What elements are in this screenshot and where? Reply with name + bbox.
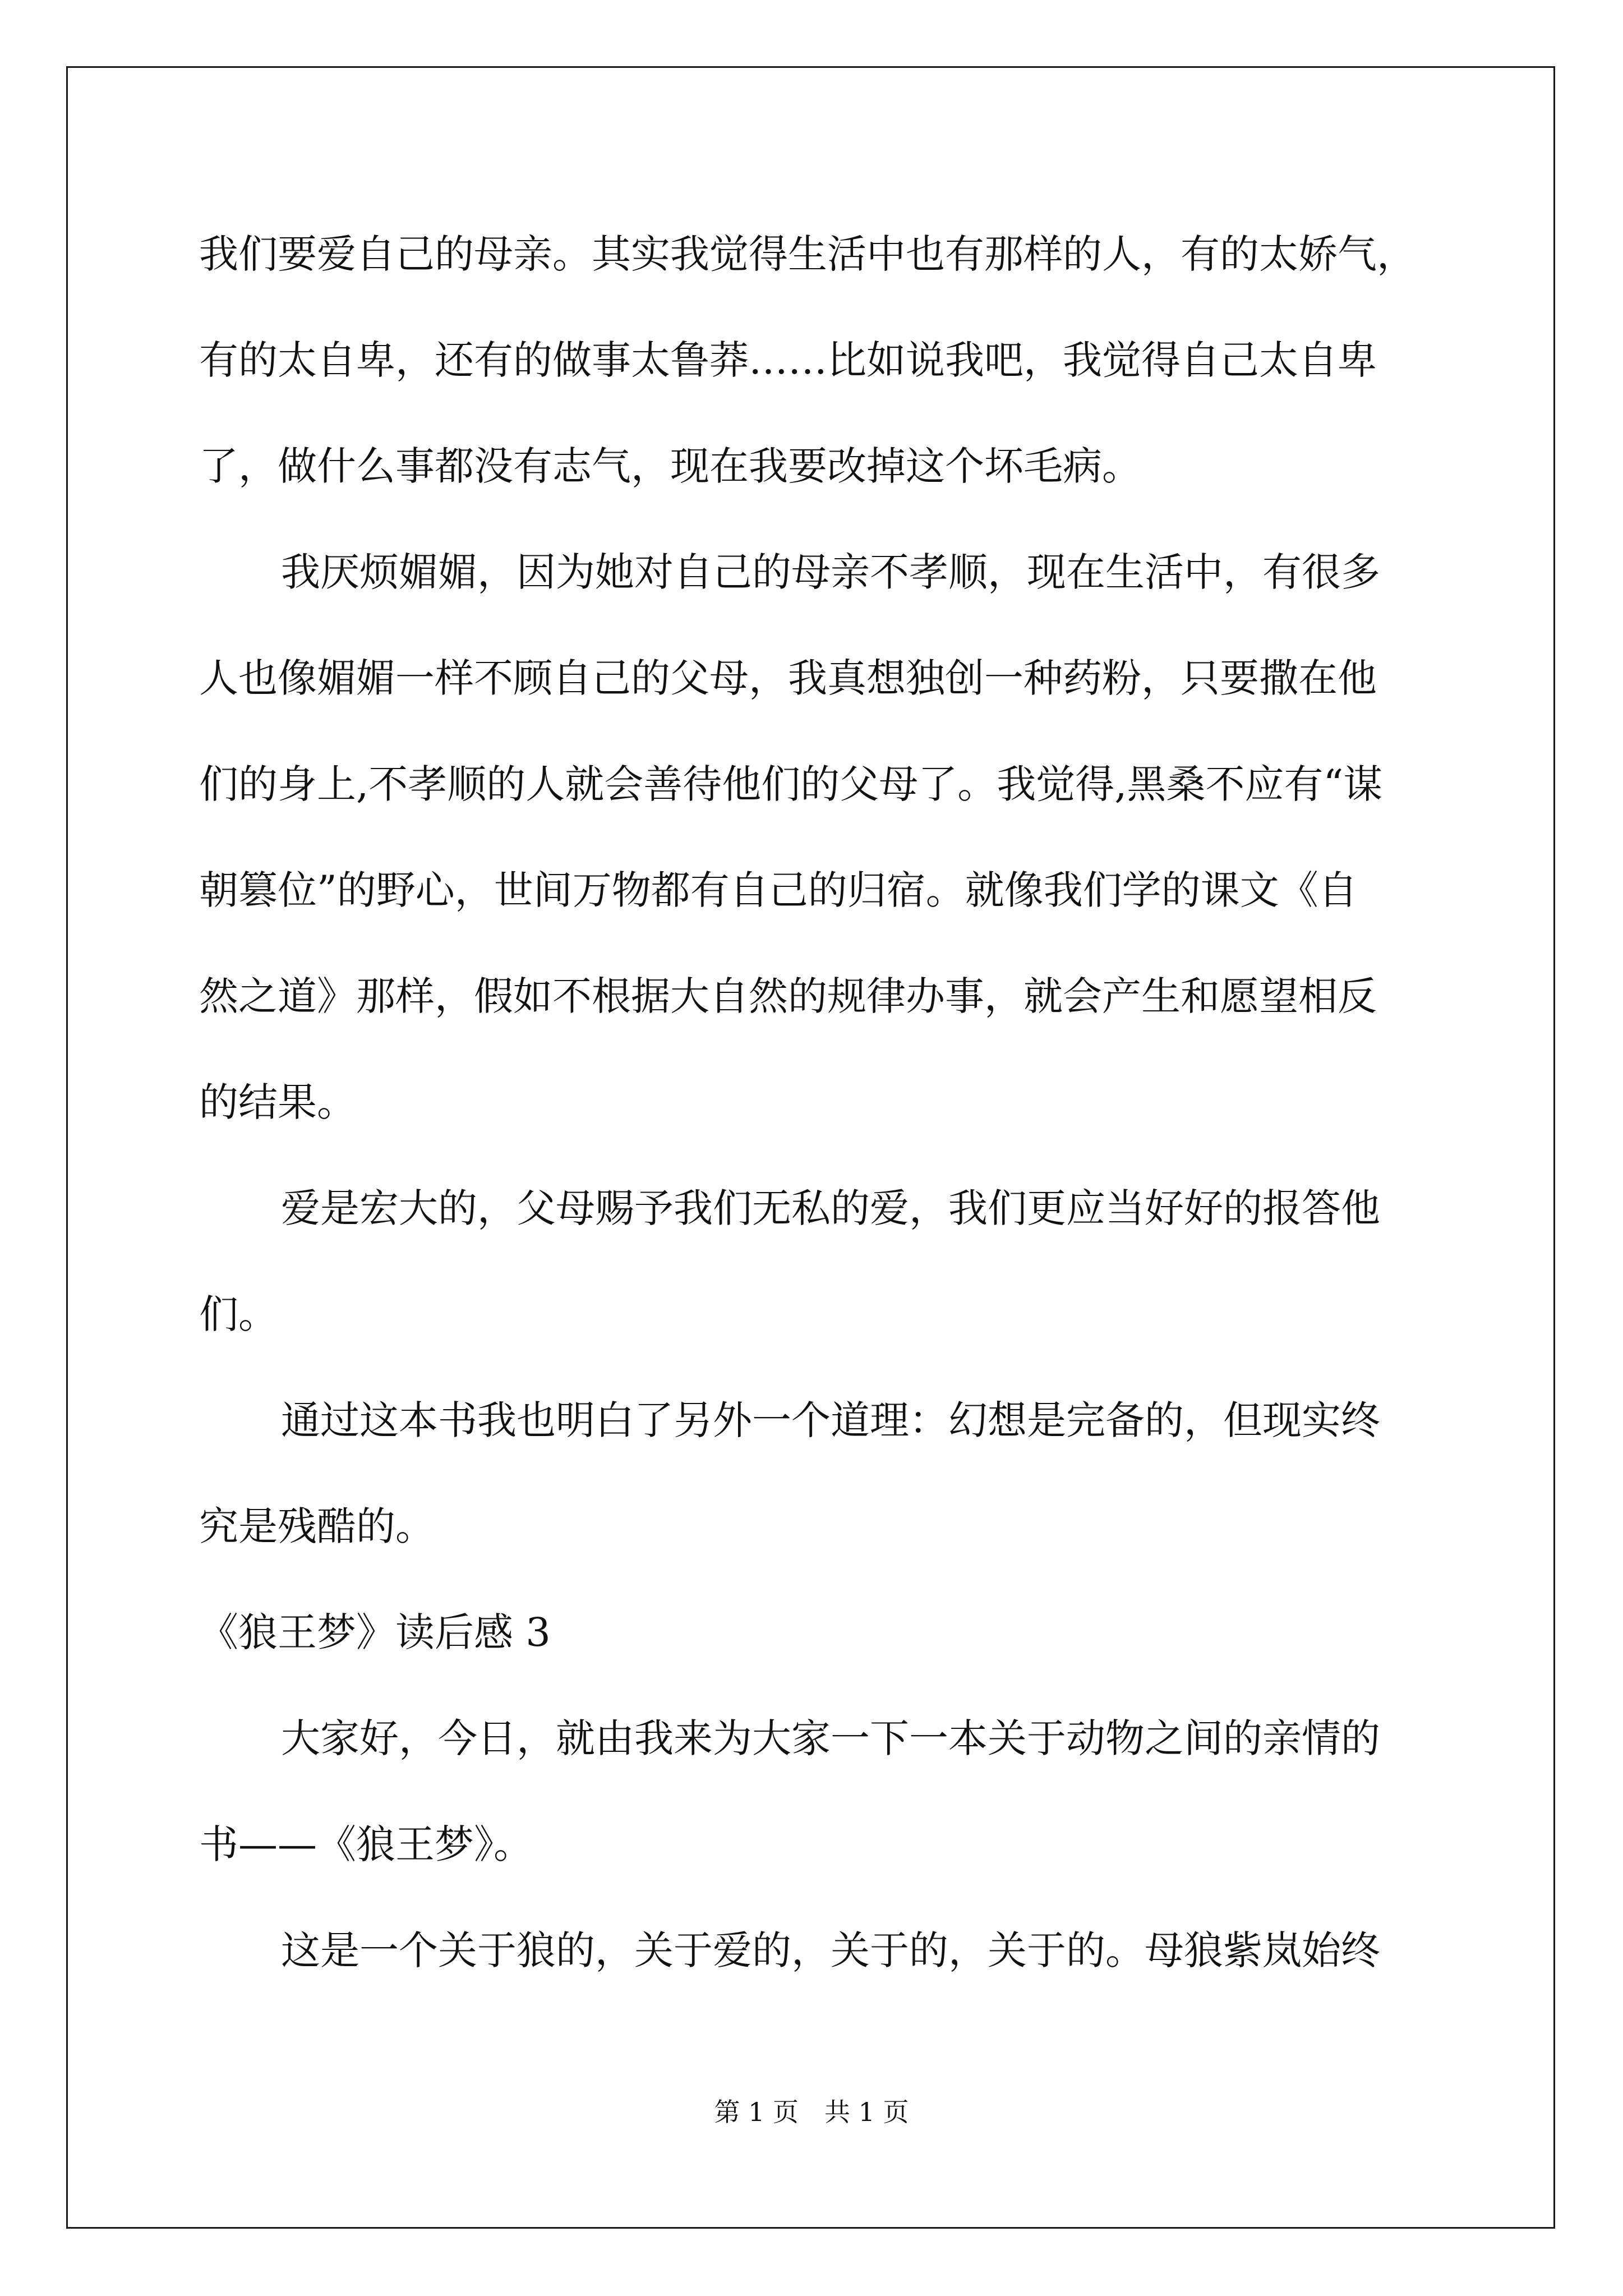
paragraph-line: 了，做什么事都没有志气，现在我要改掉这个坏毛病。 [199, 443, 1141, 489]
paragraph-line: 我厌烦媚媚，因为她对自己的母亲不孝顺，现在生活中，有很多 [281, 549, 1380, 595]
paragraph-line: 朝篡位”的野心，世间万物都有自己的归宿。就像我们学的课文《自 [199, 867, 1358, 913]
paragraph-line: 爱是宏大的，父母赐予我们无私的爱，我们更应当好好的报答他 [281, 1185, 1380, 1231]
paragraph-line: 大家好，今日，就由我来为大家一下一本关于动物之间的亲情的 [281, 1715, 1380, 1761]
paragraph-line: 这是一个关于狼的，关于爱的，关于的，关于的。母狼紫岚始终 [281, 1927, 1380, 1973]
paragraph-line: 的结果。 [199, 1079, 356, 1125]
paragraph-line: 书——《狼王梦》。 [199, 1821, 533, 1867]
section-heading: 《狼王梦》读后感 3 [199, 1609, 551, 1655]
paragraph-line: 人也像媚媚一样不顾自己的父母，我真想独创一种药粉，只要撒在他 [199, 655, 1377, 701]
paragraph-line: 我们要爱自己的母亲。其实我觉得生活中也有那样的人，有的太娇气， [199, 231, 1416, 277]
paragraph-line: 然之道》那样，假如不根据大自然的规律办事，就会产生和愿望相反 [199, 973, 1377, 1019]
paragraph-line: 通过这本书我也明白了另外一个道理：幻想是完备的，但现实终 [281, 1397, 1380, 1443]
paragraph-line: 究是残酷的。 [199, 1503, 435, 1549]
paragraph-line: 有的太自卑，还有的做事太鲁莽……比如说我吧，我觉得自己太自卑 [199, 337, 1377, 383]
page-number-footer: 第 1 页 共 1 页 [714, 2097, 909, 2127]
page-border [66, 66, 1555, 2229]
paragraph-line: 们。 [199, 1291, 278, 1337]
paragraph-line: 们的身上,不孝顺的人就会善待他们的父母了。我觉得,黑桑不应有“谋 [199, 761, 1383, 807]
